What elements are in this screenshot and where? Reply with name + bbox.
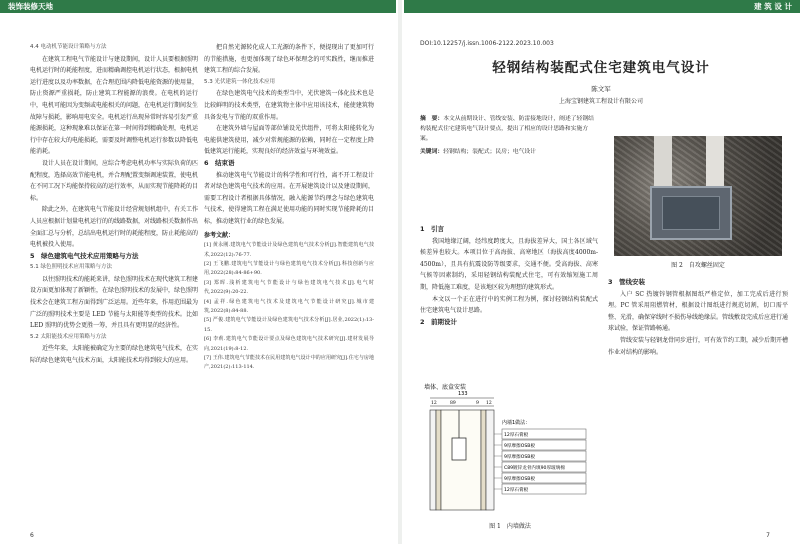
dimension-label-layer: 12 (486, 401, 492, 406)
figure-2-caption: 图 2 自攻螺丝固定 (671, 262, 725, 269)
left-col2-reference-item: [5] 严俊.建筑电气节能设计及绿色建筑电气技术分析[J].居业,2022(1):13-15. (204, 317, 374, 333)
figure-inner-wall (420, 380, 600, 530)
left-col2-reference-item: [2] 王飞鹏.建筑电气节能设计与绿色建筑电气技术分析[J].科技创新与应用,2022(28):84-86+90. (204, 260, 374, 277)
conduit-pipe-right (706, 136, 724, 192)
left-col1-section-heading: 5 绿色建筑电气技术应用策略与方法 (30, 251, 139, 260)
keywords-text: 轻钢结构；装配式；民房；电气设计 (443, 149, 536, 155)
right-col1-paragraph: 本文以一个正在进行中的实例工程为例，探讨轻钢结构装配式住宅建筑电气设计思路。 (420, 295, 598, 315)
legend-row-label: 9厚摩擦OSB板 (504, 455, 535, 460)
legend-title: 内墙1做法： (502, 420, 531, 426)
conduit-pipe-left (654, 136, 672, 192)
electrical-box (452, 438, 466, 460)
dimension-label-total: 133 (458, 391, 468, 397)
dimension-label-layer: 12 (431, 401, 437, 406)
figure-subtitle: 墙体、底盒安装 (424, 384, 467, 391)
osb-board-layer (481, 410, 486, 510)
left-col2-references-heading: 参考文献： (204, 231, 235, 239)
left-col2-subsection-heading: 5.3 光伏建筑一体化技术应用 (204, 78, 275, 85)
right-page-column-1 (420, 224, 598, 328)
right-col2-section-heading: 3 管线安装 (608, 278, 646, 286)
right-col1-paragraph: 我国地缘辽阔，经纬度跨度大，且海拔差异大，国土各区域气候差异也较大。本项目位于高海拔、高寒地区（海拔高度4000m-4500m），且具有抗震设防等级要求，交通不便。受高海拔、高寒气候等因素制约，采用轻钢结构装配式住宅，可有效缩短施工周期，降低施工难度，是该地区较为理想的建筑形式。 (420, 237, 598, 291)
dimension-label-layer: 9 (476, 401, 479, 406)
left-page (0, 18, 398, 539)
left-col2-paragraph: 在建筑外墙与屋面等部位铺设光伏组件，可将太阳能转化为电能供建筑使用，减少对常规能源的依赖，同时在一定程度上降低建筑运行能耗，实现良好的经济效益与环境效益。 (204, 125, 374, 156)
keywords-label: 关键词： (420, 149, 444, 155)
left-col1-subsection-heading: 5.1 绿色照明技术应用策略与方法 (30, 264, 112, 271)
left-col2-paragraph: 在绿色建筑电气技术的类型当中，光伏建筑一体化技术也是比较鲜明的技术类型，在建筑物主体中应用该技术，能使建筑物具备发电与节能的双重作用。 (204, 90, 374, 121)
left-col2-reference-item: [3] 郑晖.浅析建筑电气节能设计与绿色建筑电气技术[J].电气时代,2022(9):20-22. (204, 279, 374, 296)
article-title: 轻钢结构装配式住宅建筑电气设计 (492, 60, 710, 76)
section-label: 装饰装修天地 (8, 2, 53, 11)
wall-layer-legend (494, 429, 586, 494)
left-col2-reference-item: [4] 孟祥.绿色建筑电气技术及建筑电气节能设计研究[J].城市建筑,2022(8):84-88. (204, 298, 374, 314)
page-number: 6 (30, 532, 34, 539)
dimension-label-layer: 89 (450, 401, 456, 406)
doi-line: DOI:10.12257/j.issn.1006-2122.2023.10.003 (420, 40, 554, 47)
left-page-column-2 (204, 42, 374, 373)
figure-1-caption: 图 1 内墙做法 (489, 523, 531, 530)
left-col1-paragraph: 除此之外，在建筑电气节能设计经营规划机组中，有关工作人员应根据计划量电机运行的的线路数据，对线路相关数据作出全面汇总与分析，总结出电机运行时的耗能程度，防止耗能高的电机被投入使用。 (30, 206, 199, 249)
right-page (402, 18, 800, 539)
left-col1-paragraph: 以往照明技术的能耗来讲，绿色照明技术在现代建筑工程建设方面更加体现了新颖性，在绿色照明技术的发展中，绿色照明技术会在建筑工程方面得到广泛运用。近些年来，作用范围最为广泛的照明技术主要是 LED 节能与太阳能等类型的技术。比如 LED 照明的优势会更胜一筹，并且具有更明显的经济性。 (30, 275, 199, 330)
left-page-column-1 (30, 42, 198, 367)
right-col1-section-heading: 2 前期设计 (420, 317, 458, 326)
junction-box-interior (662, 196, 720, 230)
left-col1-subsection-heading: 4.4 电动机节能设计策略与方法 (30, 44, 107, 50)
right-col2-paragraph: 管线安装与轻钢龙骨同步进行，可有效节约工期，减少后期开槽作业对结构的影响。 (608, 336, 789, 356)
conduit-installation-photo (614, 136, 782, 256)
left-col1-paragraph: 在建筑工程电气节能设计与建设期间，设计人员要根据照明电机运行时的耗能程度，进而精确调控电机运行状态，根据电机运行进度以及功率数据，在合理范围内降低电能资源的使用量，防止资源严重损耗，防止建筑工程能源的浪费。在电机的运行中，电机可能因为变频或电能相关的问题，在电机运行期间发生故障与损耗，影响用电安全。电机运行出现异常时容易引发严重能源损耗，这种现象难以保证在第一时间得到精确处理，电机运行中存在较大的电能损耗，需要及时调整电机运行参数以降低电能消耗。 (30, 55, 199, 156)
journal-section-band-right (404, 0, 800, 13)
right-col1-section-heading: 1 引言 (420, 225, 445, 233)
left-col2-paragraph: 把自然光源转化成人工光源的条件下，便提现出了更加可行的节能措施，也更加体现了绿色环保理念的可实践性，继而推进建筑工程的综合发展。 (204, 44, 374, 75)
gypsum-board-layer (486, 410, 494, 510)
legend-row-label: 9厚摩擦OSB板 (504, 444, 535, 449)
left-col2-reference-item: [1] 黄永刚.建筑电气节能设计及绿色建筑电气技术分析[J].智能建筑电气技术,2022(12):76-77. (204, 242, 374, 258)
section-label: 建 筑 设 计 (754, 2, 792, 11)
author-affiliation: 上海宝钢建筑工程设计有限公司 (558, 98, 643, 105)
journal-section-band-left (0, 0, 396, 13)
inner-wall-diagram (420, 380, 600, 520)
left-col2-reference-item: [7] 王伟.建筑电气节能技术在民用建筑电气设计中的应用研究[J].住宅与房地产,2021(2):113-114. (204, 354, 374, 371)
left-col2-section-heading: 6 结束语 (204, 158, 235, 167)
junction-box (650, 186, 732, 240)
right-page-column-2 (608, 277, 788, 358)
legend-row-label: C89镀锌龙骨内填90厚玻璃棉 (504, 466, 565, 471)
left-col1-paragraph: 设计人员在设计期间，应综合考虑电机功率与实际负荷的匹配程度，选择高效节能电机，并合理配置变频调速装置，使电机在不同工况下均能保持较高的运行效率，从而实现节能降耗的目标。 (30, 159, 199, 202)
left-col2-reference-item: [6] 李莉.建筑电气节能设计要点及绿色建筑电气技术研究[J].建材发展导向,2021(19):8-12. (204, 336, 374, 352)
left-col1-subsection-heading: 5.2 太阳能技术应用策略与方法 (30, 333, 107, 340)
abstract-block (420, 114, 598, 157)
author-name: 陈文军 (591, 85, 611, 93)
legend-row-label: 12厚石膏板 (504, 433, 529, 438)
page-number: 7 (766, 532, 770, 539)
legend-row-label: 9厚摩擦OSB板 (504, 477, 535, 482)
right-col2-paragraph: 入户 SC 热镀锌钢管根据图纸严格定位，加工完成后进行预埋。PC 管采用阻燃管材，根据设计图纸进行规范切割，切口需平整、光滑，确保穿线时不损伤导线绝缘层。管线敷设完成后应进行通球试验，保证管路畅通。 (608, 290, 789, 333)
osb-board-layer (436, 410, 441, 510)
right-page-column-2-wrap (608, 136, 789, 356)
gypsum-board-layer (430, 410, 436, 510)
abstract-text: 本文从前期设计、管线安装、防雷接地设计，阐述了轻钢结构装配式住宅建筑电气设计要点，提出了相应的设计思路和实施方案。 (420, 116, 594, 142)
left-col2-paragraph: 推动建筑电气节能设计的科学性和可行性，离不开工程设计者对绿色建筑电气技术的应用。在开展建筑设计以及建设期间，需要工程设计者根据具体情况，融入能源节约理念与绿色建筑电气技术，使得建筑工程在满足使用功能的同时实现节能降耗的目标，推动建筑行业的绿色发展。 (204, 171, 374, 225)
abstract-label: 摘 要： (420, 116, 444, 122)
left-col1-paragraph: 近些年来，太阳能被确定为主要的绿色建筑电气技术，在实际的绿色建筑电气技术方面，太阳能技术均得到较大的应用。 (30, 345, 199, 365)
legend-row-label: 12厚石膏板 (504, 488, 529, 493)
